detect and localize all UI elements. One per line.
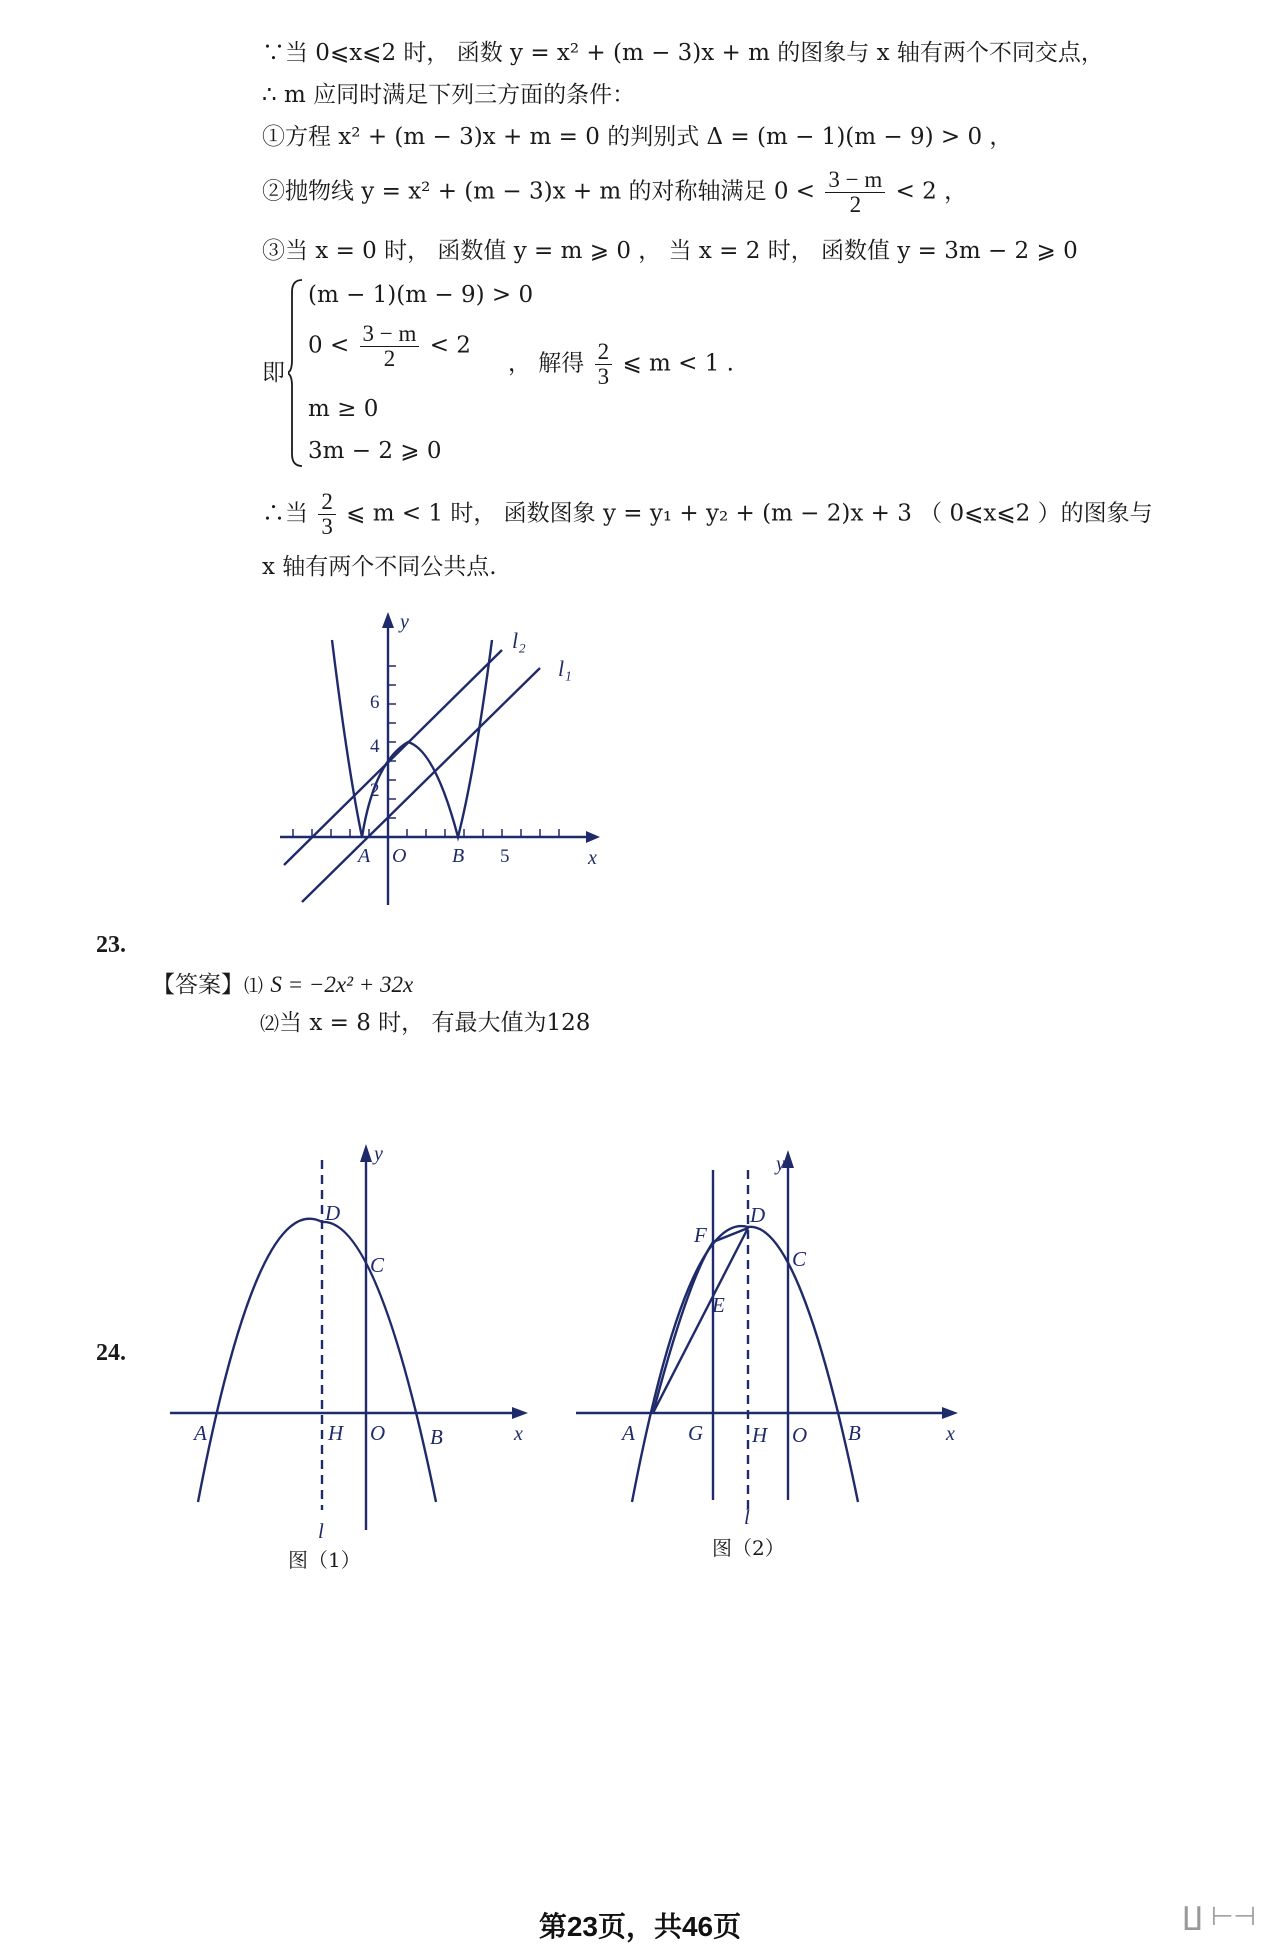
- part1-formula: S = −2x² + 32x: [270, 972, 414, 997]
- solution-line-2: ∴ m 应同时满足下列三方面的条件：: [262, 82, 636, 108]
- fig2-label-x: x: [946, 1423, 955, 1445]
- fig2-point-D: D: [750, 1203, 766, 1227]
- conclusion-line-1: [262, 490, 1153, 539]
- point-B: B: [452, 845, 465, 867]
- fig1-label-l: l: [318, 1519, 324, 1543]
- system-line-4: 3m − 2 ⩾ 0: [308, 438, 442, 464]
- fig2-point-A: A: [622, 1421, 635, 1445]
- x-ticks: [293, 829, 559, 837]
- fig1-point-D: D: [325, 1201, 341, 1225]
- fig2-point-E: E: [712, 1293, 725, 1317]
- fig2-point-B: B: [848, 1421, 861, 1445]
- fig1-label-x: x: [514, 1423, 523, 1445]
- point-A: A: [358, 845, 371, 867]
- corner-watermark: ∐ ⊢⊣: [1182, 1902, 1256, 1932]
- q24-figure-2: [568, 1130, 968, 1530]
- solution-line-5: ③当 x = 0 时， 函数值 y = m ⩾ 0 ， 当 x = 2 时， 函数值 y = 3m − 2 ⩾ 0: [262, 238, 1078, 264]
- line4-suffix: < 2 ，: [895, 178, 968, 205]
- fig2-x-arrow: [942, 1407, 958, 1419]
- y-ticks: [388, 666, 396, 818]
- fig1-x-arrow: [512, 1407, 528, 1419]
- sys2-fraction: [360, 322, 420, 371]
- solution-line-4: [262, 168, 967, 217]
- part2-text: 当 x = 8 时， 有最大值为128: [279, 1010, 591, 1036]
- solve-numerator: 2: [595, 340, 613, 365]
- concl-fraction: [318, 490, 336, 539]
- fig1-y-arrow: [360, 1144, 372, 1162]
- sys2-denominator: 2: [383, 346, 396, 371]
- system-line-3: m ≥ 0: [308, 396, 379, 422]
- fig2-segment-ad: [653, 1228, 748, 1413]
- part2-index: ⑵: [260, 1013, 280, 1035]
- fig2-label-l: l: [744, 1505, 750, 1529]
- q24-figure-1: [160, 1130, 540, 1550]
- point-O: O: [392, 845, 407, 867]
- line4-numerator: 3 − m: [825, 168, 885, 193]
- label-y: y: [400, 611, 409, 633]
- label-l2: l₂: [512, 628, 526, 653]
- solve-prefix: ， 解得: [508, 350, 585, 377]
- solve-denominator: 3: [597, 364, 610, 389]
- solve-fraction: [595, 340, 613, 389]
- q23-answer-line-1: [152, 970, 413, 1001]
- fig2-point-O: O: [792, 1423, 808, 1447]
- tick-2: 2: [370, 780, 380, 801]
- fig1-point-B: B: [430, 1425, 443, 1449]
- fig1-point-C: C: [370, 1253, 385, 1277]
- line4-prefix: ②抛物线 y = x² + (m − 3)x + m 的对称轴满足 0 <: [262, 178, 816, 205]
- tick-6: 6: [370, 692, 380, 713]
- fig2-point-H: H: [752, 1423, 768, 1447]
- page-footer: 第23页，共46页: [538, 1911, 742, 1942]
- q22-graph-figure: [270, 600, 610, 910]
- sys2-suffix: < 2: [429, 332, 471, 359]
- y-axis-arrow: [382, 612, 394, 628]
- tick-5: 5: [500, 846, 510, 867]
- concl-numerator: 2: [318, 490, 336, 515]
- fig2-label-y: y: [776, 1153, 785, 1175]
- concl-suffix: ⩽ m < 1 时， 函数图象 y = y₁ + y₂ + (m − 2)x + 3 （ 0⩽x⩽2 ）的图象与: [346, 500, 1153, 527]
- system-line-1: (m − 1)(m − 9) > 0: [308, 282, 534, 308]
- label-x: x: [588, 847, 597, 869]
- left-brace: [288, 278, 306, 468]
- answer-tag: 【答案】: [152, 972, 244, 998]
- fig1-parabola: [198, 1219, 436, 1502]
- fig1-label-y: y: [374, 1143, 383, 1165]
- label-l1: l₁: [558, 656, 572, 681]
- solution-line-1: ∵当 0⩽x⩽2 时， 函数 y = x² + (m − 3)x + m 的图象与 x 轴有两个不同交点，: [262, 40, 1104, 66]
- line4-fraction: [825, 168, 885, 217]
- fig1-point-A: A: [194, 1421, 207, 1445]
- fig1-caption: 图（1）: [288, 1548, 361, 1572]
- fig2-caption: 图（2）: [712, 1536, 785, 1560]
- conclusion-line-2: x 轴有两个不同公共点.: [262, 554, 497, 580]
- x-axis-arrow: [586, 831, 600, 843]
- question-23-number: 23.: [96, 932, 126, 958]
- concl-prefix: ∴当: [262, 500, 308, 527]
- solve-suffix: ⩽ m < 1 .: [622, 350, 734, 377]
- q23-answer-line-2: [260, 1008, 590, 1039]
- solution-line-3: ①方程 x² + (m − 3)x + m = 0 的判别式 Δ = (m − 1)(m − 9) > 0 ，: [262, 124, 1013, 150]
- part1-index: ⑴: [244, 975, 264, 997]
- fig2-point-C: C: [792, 1247, 807, 1271]
- line4-denominator: 2: [849, 192, 862, 217]
- solve-result: [508, 340, 734, 389]
- line-l2: [284, 650, 502, 865]
- fig2-point-G: G: [688, 1421, 704, 1445]
- system-line-2: [308, 322, 471, 371]
- system-prefix: 即: [262, 360, 285, 386]
- question-24-number: 24.: [96, 1340, 126, 1366]
- fig2-point-F: F: [694, 1223, 707, 1247]
- fig1-point-O: O: [370, 1421, 386, 1445]
- tick-4: 4: [370, 736, 380, 757]
- fig1-point-H: H: [328, 1421, 344, 1445]
- concl-denominator: 3: [321, 514, 333, 539]
- sys2-numerator: 3 − m: [360, 322, 420, 347]
- sys2-prefix: 0 <: [308, 332, 350, 359]
